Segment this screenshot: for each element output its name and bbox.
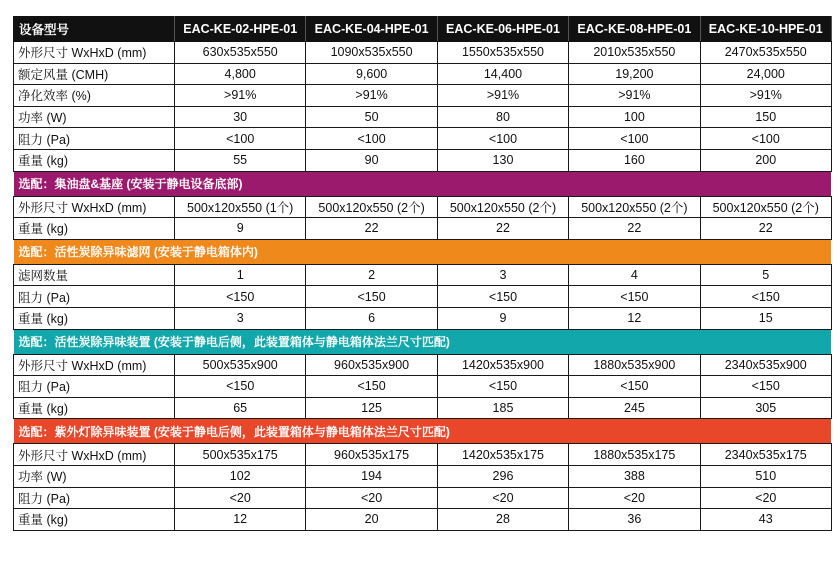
value-cell: <150 [437, 376, 568, 398]
value-cell: 9 [175, 218, 306, 240]
value-cell: <20 [569, 487, 700, 509]
value-cell: 296 [437, 465, 568, 487]
value-cell: 20 [306, 509, 437, 531]
value-cell: >91% [437, 85, 568, 107]
value-cell: 1420x535x900 [437, 354, 568, 376]
header-model-cell: EAC-KE-10-HPE-01 [700, 17, 831, 42]
value-cell: 36 [569, 509, 700, 531]
row-label: 外形尺寸 WxHxD (mm) [14, 196, 175, 218]
section-header-row [14, 239, 832, 264]
section-header-row [14, 419, 832, 444]
table-row [14, 509, 832, 531]
row-label: 净化效率 (%) [14, 85, 175, 107]
row-label: 重量 (kg) [14, 307, 175, 329]
value-cell: 9 [437, 307, 568, 329]
row-label: 阻力 (Pa) [14, 487, 175, 509]
value-cell: 125 [306, 397, 437, 419]
value-cell: 500x535x900 [175, 354, 306, 376]
table-row [14, 444, 832, 466]
value-cell: <150 [569, 286, 700, 308]
row-label: 功率 (W) [14, 465, 175, 487]
value-cell: 80 [437, 106, 568, 128]
value-cell: <100 [437, 128, 568, 150]
value-cell: <20 [306, 487, 437, 509]
table-row [14, 376, 832, 398]
value-cell: <100 [700, 128, 831, 150]
value-cell: 200 [700, 149, 831, 171]
section-header-row [14, 329, 832, 354]
value-cell: 90 [306, 149, 437, 171]
value-cell: <150 [175, 286, 306, 308]
row-label: 阻力 (Pa) [14, 128, 175, 150]
value-cell: <150 [175, 376, 306, 398]
value-cell: 50 [306, 106, 437, 128]
value-cell: 22 [569, 218, 700, 240]
value-cell: 500x120x550 (2个) [569, 196, 700, 218]
value-cell: 1 [175, 264, 306, 286]
value-cell: 388 [569, 465, 700, 487]
value-cell: 5 [700, 264, 831, 286]
value-cell: 12 [175, 509, 306, 531]
value-cell: 4,800 [175, 63, 306, 85]
value-cell: 500x120x550 (1个) [175, 196, 306, 218]
table-row [14, 286, 832, 308]
value-cell: 305 [700, 397, 831, 419]
value-cell: 2470x535x550 [700, 42, 831, 64]
value-cell: <150 [569, 376, 700, 398]
value-cell: 510 [700, 465, 831, 487]
table-row [14, 42, 832, 64]
row-label: 功率 (W) [14, 106, 175, 128]
value-cell: 15 [700, 307, 831, 329]
table-row [14, 397, 832, 419]
section-title: 选配：活性炭除异味滤网 (安装于静电箱体内) [14, 239, 832, 264]
row-label: 重量 (kg) [14, 218, 175, 240]
value-cell: >91% [569, 85, 700, 107]
value-cell: 30 [175, 106, 306, 128]
value-cell: 2340x535x175 [700, 444, 831, 466]
value-cell: 2010x535x550 [569, 42, 700, 64]
value-cell: 245 [569, 397, 700, 419]
value-cell: 130 [437, 149, 568, 171]
row-label: 外形尺寸 WxHxD (mm) [14, 354, 175, 376]
value-cell: 3 [175, 307, 306, 329]
row-label: 额定风量 (CMH) [14, 63, 175, 85]
value-cell: 2340x535x900 [700, 354, 831, 376]
header-model-cell: EAC-KE-06-HPE-01 [437, 17, 568, 42]
section-title: 选配：活性炭除异味装置 (安装于静电后侧，此装置箱体与静电箱体法兰尺寸匹配) [14, 329, 832, 354]
row-label: 重量 (kg) [14, 149, 175, 171]
value-cell: <100 [306, 128, 437, 150]
value-cell: 150 [700, 106, 831, 128]
header-model-cell: EAC-KE-04-HPE-01 [306, 17, 437, 42]
row-label: 重量 (kg) [14, 397, 175, 419]
value-cell: 160 [569, 149, 700, 171]
section-title: 选配：集油盘&基座 (安装于静电设备底部) [14, 171, 832, 196]
table-row [14, 106, 832, 128]
header-first-cell: 设备型号 [14, 17, 175, 42]
value-cell: 6 [306, 307, 437, 329]
table-row [14, 218, 832, 240]
row-label: 外形尺寸 WxHxD (mm) [14, 444, 175, 466]
row-label: 滤网数量 [14, 264, 175, 286]
value-cell: <150 [437, 286, 568, 308]
value-cell: >91% [700, 85, 831, 107]
table-row [14, 487, 832, 509]
section-title: 选配：紫外灯除异味装置 (安装于静电后侧，此装置箱体与静电箱体法兰尺寸匹配) [14, 419, 832, 444]
value-cell: 185 [437, 397, 568, 419]
value-cell: >91% [306, 85, 437, 107]
header-model-cell: EAC-KE-02-HPE-01 [175, 17, 306, 42]
value-cell: 500x120x550 (2个) [306, 196, 437, 218]
value-cell: 55 [175, 149, 306, 171]
value-cell: 100 [569, 106, 700, 128]
value-cell: 500x535x175 [175, 444, 306, 466]
value-cell: <150 [700, 286, 831, 308]
row-label: 阻力 (Pa) [14, 286, 175, 308]
value-cell: 22 [437, 218, 568, 240]
value-cell: <20 [175, 487, 306, 509]
value-cell: 1090x535x550 [306, 42, 437, 64]
spec-table-body [14, 17, 832, 531]
value-cell: 19,200 [569, 63, 700, 85]
value-cell: 194 [306, 465, 437, 487]
value-cell: 1550x535x550 [437, 42, 568, 64]
value-cell: 2 [306, 264, 437, 286]
value-cell: <20 [437, 487, 568, 509]
row-label: 阻力 (Pa) [14, 376, 175, 398]
spec-table [13, 16, 832, 531]
value-cell: 4 [569, 264, 700, 286]
section-header-row [14, 171, 832, 196]
value-cell: 1880x535x175 [569, 444, 700, 466]
value-cell: 500x120x550 (2个) [437, 196, 568, 218]
value-cell: <100 [569, 128, 700, 150]
value-cell: 1420x535x175 [437, 444, 568, 466]
table-row [14, 354, 832, 376]
header-row [14, 17, 832, 42]
table-row [14, 196, 832, 218]
value-cell: 14,400 [437, 63, 568, 85]
table-row [14, 264, 832, 286]
value-cell: 22 [700, 218, 831, 240]
value-cell: <20 [700, 487, 831, 509]
value-cell: 3 [437, 264, 568, 286]
value-cell: 102 [175, 465, 306, 487]
row-label: 外形尺寸 WxHxD (mm) [14, 42, 175, 64]
value-cell: <150 [306, 376, 437, 398]
value-cell: 630x535x550 [175, 42, 306, 64]
value-cell: 24,000 [700, 63, 831, 85]
value-cell: 1880x535x900 [569, 354, 700, 376]
value-cell: 9,600 [306, 63, 437, 85]
value-cell: 500x120x550 (2个) [700, 196, 831, 218]
table-row [14, 149, 832, 171]
row-label: 重量 (kg) [14, 509, 175, 531]
value-cell: 28 [437, 509, 568, 531]
value-cell: 65 [175, 397, 306, 419]
value-cell: >91% [175, 85, 306, 107]
value-cell: 960x535x175 [306, 444, 437, 466]
value-cell: 22 [306, 218, 437, 240]
header-model-cell: EAC-KE-08-HPE-01 [569, 17, 700, 42]
value-cell: <100 [175, 128, 306, 150]
table-row [14, 85, 832, 107]
table-row [14, 63, 832, 85]
value-cell: 12 [569, 307, 700, 329]
table-row [14, 465, 832, 487]
value-cell: 43 [700, 509, 831, 531]
table-row [14, 307, 832, 329]
value-cell: <150 [306, 286, 437, 308]
value-cell: <150 [700, 376, 831, 398]
table-row [14, 128, 832, 150]
value-cell: 960x535x900 [306, 354, 437, 376]
